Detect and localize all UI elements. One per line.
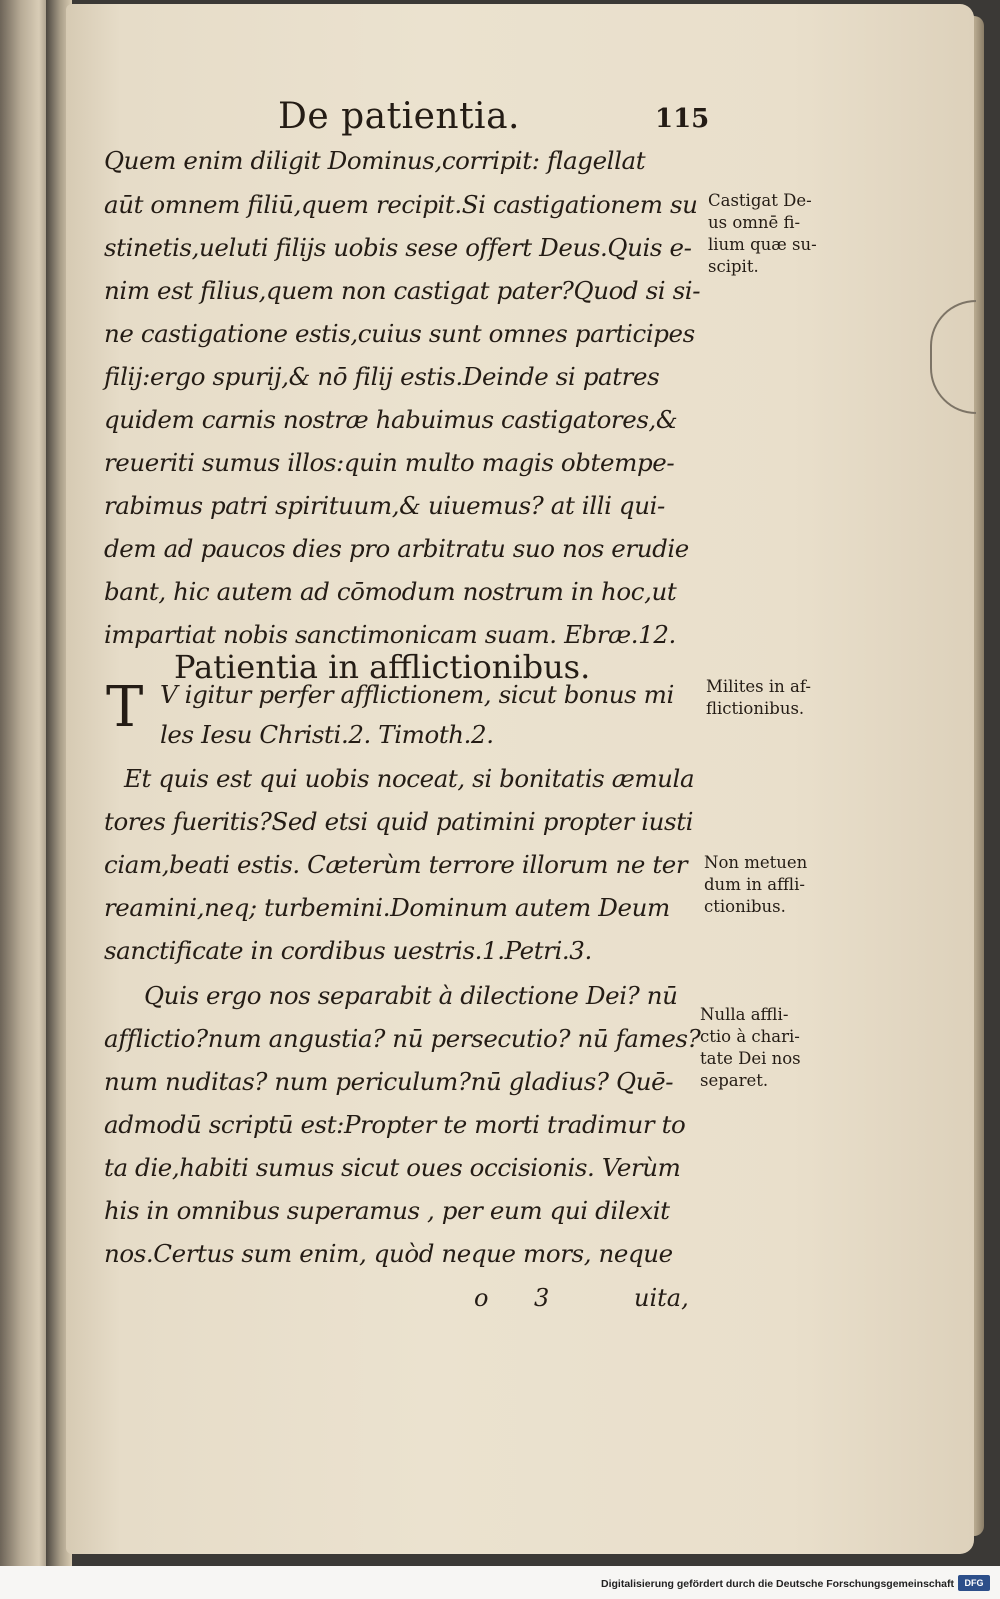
margin-note-line: ctio à chari- [700, 1027, 800, 1046]
dfg-logo: DFG [958, 1575, 990, 1591]
body-line: Quem enim diligit Dominus,corripit: flagellat [104, 146, 646, 175]
body-line: reamini,neq; turbemini.Dominum autem Deum [104, 893, 670, 922]
margin-note-line: lium quæ su- [708, 235, 817, 254]
body-line: nos.Certus sum enim, quòd neque mors, neque [104, 1239, 673, 1268]
body-line: V igitur perfer afflictionem, sicut bonus mi [160, 680, 674, 709]
margin-note-line: separet. [700, 1071, 769, 1090]
signature-mark: o [474, 1284, 489, 1312]
footer-bar [0, 1566, 1000, 1599]
body-line: afflictio?num angustia? nū persecutio? nū fames? [104, 1024, 701, 1053]
body-line: num nuditas? num periculum?nū gladius? Quē- [104, 1067, 674, 1096]
body-line: sanctificate in cordibus uestris.1.Petri.3. [104, 936, 592, 965]
margin-note-line: Milites in af- [706, 677, 811, 696]
body-line: rabimus patri spirituum,& uiuemus? at illi qui- [104, 491, 665, 520]
body-line: aūt omnem filiū,quem recipit.Si castigationem su [104, 190, 698, 219]
section-heading: Patientia in afflictionibus. [174, 648, 591, 686]
body-line: filij:ergo spurij,& nō filij estis.Deinde si patres [104, 362, 660, 391]
margin-note-line: flictionibus. [706, 699, 805, 718]
catchword: uita, [634, 1284, 689, 1312]
drop-cap: T [106, 675, 144, 740]
body-line: ne castigatione estis,cuius sunt omnes participes [104, 319, 695, 348]
body-line: Et quis est qui uobis noceat, si bonitatis æmula [124, 764, 695, 793]
margin-note-line: Castigat De- [708, 191, 812, 210]
body-line: Quis ergo nos separabit à dilectione Dei? nū [144, 981, 678, 1010]
body-line: ta die,habiti sumus sicut oues occisionis. Verùm [104, 1153, 681, 1182]
body-line: quidem carnis nostræ habuimus castigatores,& [104, 405, 678, 434]
funding-credit: Digitalisierung gefördert durch die Deutsche Forschungsgemeinschaft [601, 1578, 954, 1590]
body-line: tores fueritis?Sed etsi quid patimini propter iusti [104, 807, 694, 836]
margin-note-line: us omnē fi- [708, 213, 801, 232]
margin-note [700, 1004, 801, 1092]
running-title: De patientia. [278, 96, 520, 137]
body-line: ciam,beati estis. Cæterùm terrore illorum ne ter [104, 850, 688, 879]
body-line: les Iesu Christi.2. Timoth.2. [160, 720, 494, 749]
margin-note-line: ctionibus. [704, 897, 786, 916]
folio-number: 115 [655, 104, 710, 134]
body-line: impartiat nobis sanctimonicam suam. Ebræ.12. [104, 620, 676, 649]
body-line: dem ad paucos dies pro arbitratu suo nos erudie [104, 534, 689, 563]
facing-page-edge [0, 0, 52, 1566]
body-line: reueriti sumus illos:quin multo magis obtempe- [104, 448, 675, 477]
signature-number: 3 [534, 1284, 550, 1312]
body-line: bant, hic autem ad cōmodum nostrum in hoc,ut [104, 577, 677, 606]
body-line: admodū scriptū est:Propter te morti tradimur to [104, 1110, 686, 1139]
margin-note-line: Non metuen [704, 853, 808, 872]
margin-note-line: Nulla affli- [700, 1005, 789, 1024]
margin-note-line: dum in affli- [704, 875, 805, 894]
body-line: nim est filius,quem non castigat pater?Quod si si- [104, 276, 701, 305]
margin-note-line: tate Dei nos [700, 1049, 801, 1068]
margin-note [706, 676, 811, 720]
margin-note-line: scipit. [708, 257, 759, 276]
body-line: stinetis,ueluti filijs uobis sese offert Deus.Quis e- [104, 233, 692, 262]
margin-note [708, 190, 817, 278]
margin-note [704, 852, 807, 918]
body-line: his in omnibus superamus , per eum qui dilexit [104, 1196, 670, 1225]
